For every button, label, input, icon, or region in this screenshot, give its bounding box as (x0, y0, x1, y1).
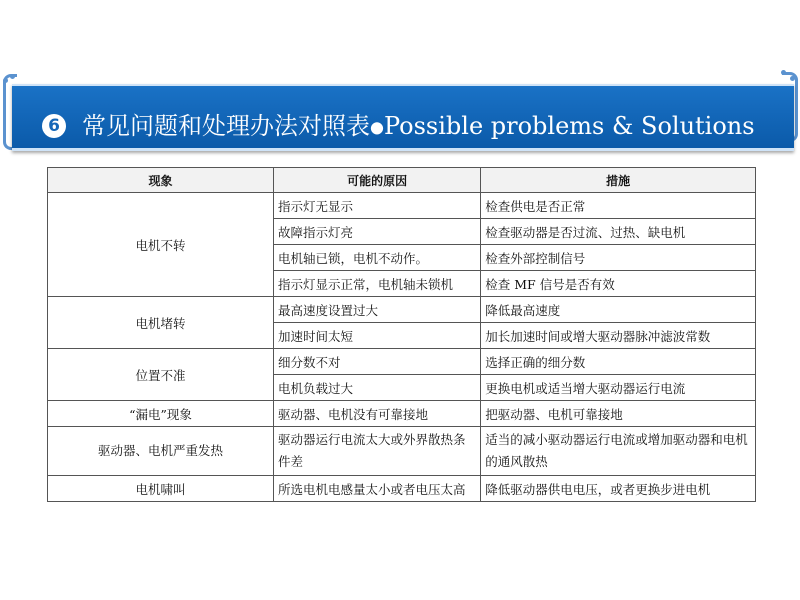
solution-cell: 降低驱动器供电电压，或者更换步进电机 (481, 476, 756, 502)
cause-cell: 所选电机电感量太小或者电压太高 (273, 476, 480, 502)
table-row (48, 427, 756, 476)
solution-cell: 把驱动器、电机可靠接地 (481, 401, 756, 427)
phenomenon-cell: “漏电”现象 (48, 401, 274, 427)
phenomenon-cell: 驱动器、电机严重发热 (48, 427, 274, 476)
header-solution: 措施 (481, 168, 756, 193)
cause-cell: 指示灯显示正常，电机轴未锁机 (273, 271, 480, 297)
table-row (48, 476, 756, 502)
solution-cell: 加长加速时间或增大驱动器脉冲滤波常数 (481, 323, 756, 349)
phenomenon-cell: 位置不准 (48, 349, 274, 401)
banner-dot (10, 74, 15, 79)
solution-cell: 适当的减小驱动器运行电流或增加驱动器和电机的通风散热 (481, 427, 756, 476)
solution-cell: 检查外部控制信号 (481, 245, 756, 271)
cause-cell: 指示灯无显示 (273, 193, 480, 219)
title-cn: 常见问题和处理办法对照表 (82, 112, 370, 140)
title-en: Possible problems & Solutions (383, 112, 755, 140)
cause-cell: 加速时间太短 (273, 323, 480, 349)
cause-cell: 电机轴已锁，电机不动作。 (273, 245, 480, 271)
title-bullet: ● (370, 117, 384, 137)
phenomenon-cell: 电机堵转 (48, 297, 274, 349)
table-row (48, 297, 756, 323)
phenomenon-cell: 电机啸叫 (48, 476, 274, 502)
banner-dot (781, 70, 786, 75)
solution-cell: 检查 MF 信号是否有效 (481, 271, 756, 297)
cause-cell: 细分数不对 (273, 349, 480, 375)
cause-cell: 故障指示灯亮 (273, 219, 480, 245)
solution-cell: 降低最高速度 (481, 297, 756, 323)
solution-cell: 检查供电是否正常 (481, 193, 756, 219)
cause-cell: 最高速度设置过大 (273, 297, 480, 323)
table-header-row (48, 168, 756, 193)
header-phenomenon: 现象 (48, 168, 274, 193)
solution-cell: 更换电机或适当增大驱动器运行电流 (481, 375, 756, 401)
title-banner (0, 70, 800, 160)
table-row (48, 193, 756, 219)
page-title (82, 111, 755, 143)
phenomenon-cell: 电机不转 (48, 193, 274, 297)
cause-cell: 电机负载过大 (273, 375, 480, 401)
problems-solutions-table (47, 167, 756, 502)
cause-cell: 驱动器运行电流太大或外界散热条件差 (273, 427, 480, 476)
banner-bar (12, 84, 794, 151)
banner-dot (790, 76, 795, 81)
banner-dot (3, 78, 8, 83)
section-number-badge: 6 (42, 114, 66, 138)
solution-cell: 检查驱动器是否过流、过热、缺电机 (481, 219, 756, 245)
table-row (48, 349, 756, 375)
cause-cell: 驱动器、电机没有可靠接地 (273, 401, 480, 427)
solution-cell: 选择正确的细分数 (481, 349, 756, 375)
table-row (48, 401, 756, 427)
header-cause: 可能的原因 (273, 168, 480, 193)
